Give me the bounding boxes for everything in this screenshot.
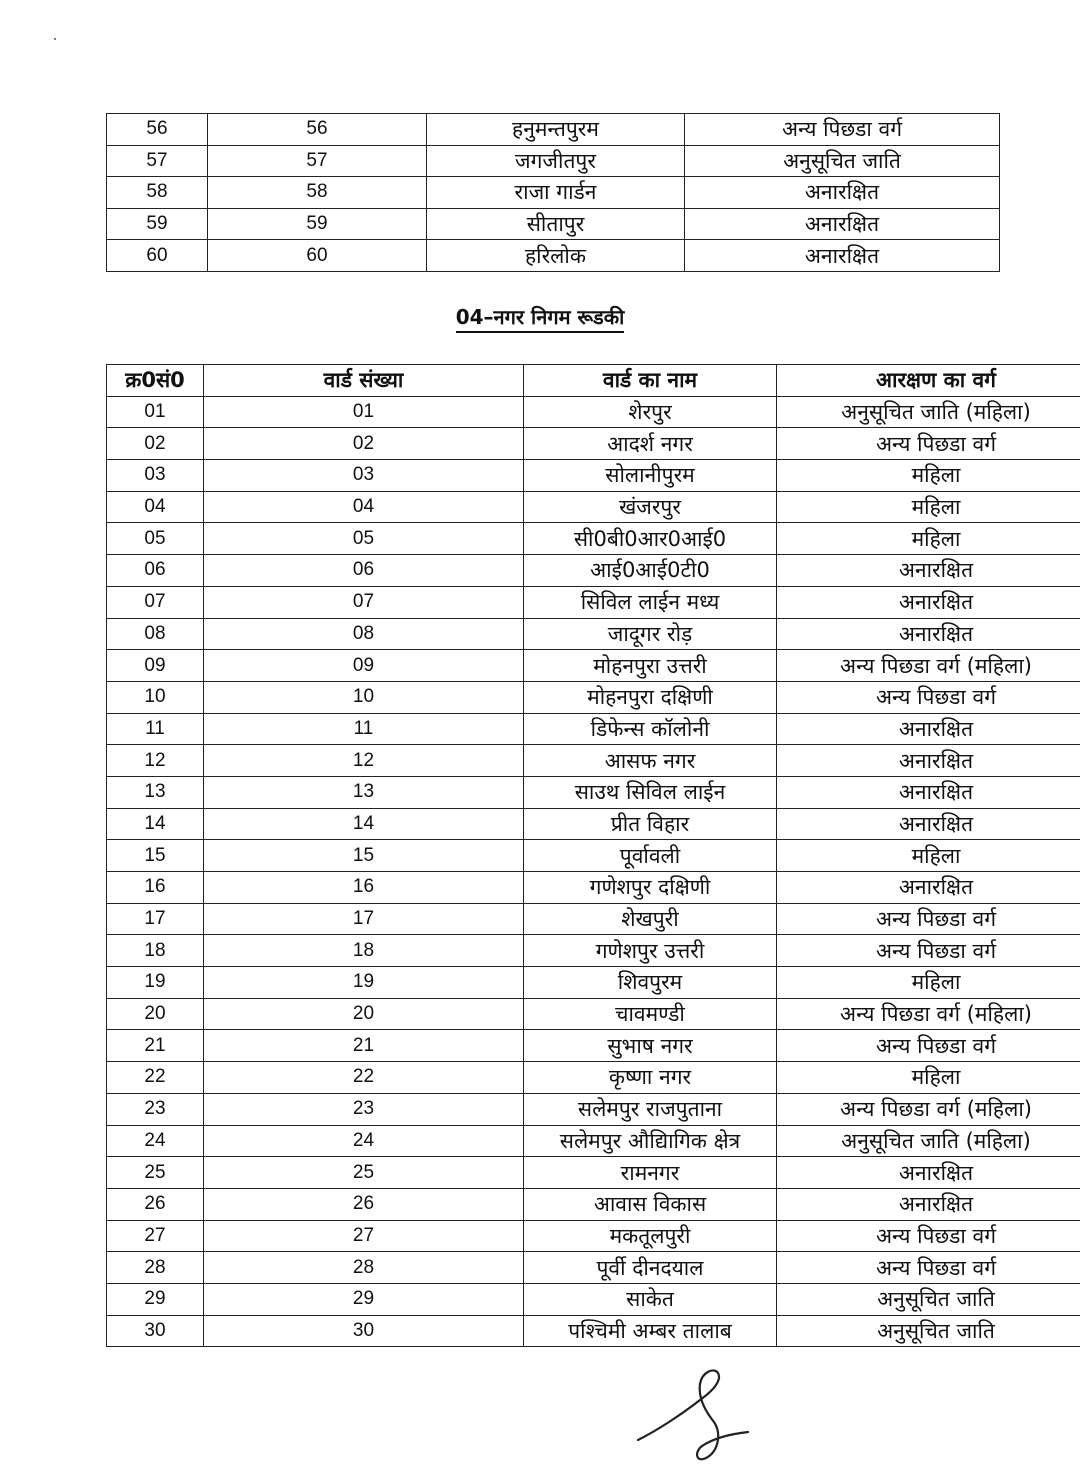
table-row xyxy=(107,240,1000,272)
reservation-category-cell: अनुसूचित जाति (महिला) xyxy=(777,396,1080,428)
ward-number-cell: 18 xyxy=(204,935,524,967)
reservation-category-cell: अनारक्षित xyxy=(685,208,1000,240)
ward-name-cell: चावमण्डी xyxy=(524,998,777,1030)
ward-number-cell: 19 xyxy=(204,967,524,999)
serial-cell: 02 xyxy=(107,428,204,460)
ward-name-cell: सीतापुर xyxy=(427,208,685,240)
ward-table-continued xyxy=(106,113,1000,272)
section-title xyxy=(0,303,1080,330)
reservation-category-cell: अन्य पिछडा वर्ग xyxy=(777,1030,1080,1062)
ward-name-cell: सलेमपुर राजपुताना xyxy=(524,1093,777,1125)
table-row xyxy=(107,1125,1080,1157)
serial-cell: 29 xyxy=(107,1283,204,1315)
reservation-category-cell: अन्य पिछडा वर्ग (महिला) xyxy=(777,1093,1080,1125)
serial-cell: 57 xyxy=(107,145,208,177)
serial-cell: 24 xyxy=(107,1125,204,1157)
table-row xyxy=(107,114,1000,146)
ward-name-cell: राजा गार्डन xyxy=(427,177,685,209)
table-row xyxy=(107,935,1080,967)
reservation-category-cell: अनारक्षित xyxy=(685,240,1000,272)
reservation-category-cell: महिला xyxy=(777,840,1080,872)
reservation-category-cell: अनुसूचित जाति xyxy=(685,145,1000,177)
scan-speck xyxy=(54,38,56,40)
serial-cell: 21 xyxy=(107,1030,204,1062)
ward-name-cell: शिवपुरम xyxy=(524,967,777,999)
ward-number-cell: 26 xyxy=(204,1188,524,1220)
reservation-category-cell: अन्य पिछडा वर्ग (महिला) xyxy=(777,998,1080,1030)
ward-name-cell: साउथ सिविल लाईन xyxy=(524,776,777,808)
table-row xyxy=(107,903,1080,935)
reservation-category-cell: महिला xyxy=(777,523,1080,555)
ward-name-cell: पूर्वी दीनदयाल xyxy=(524,1252,777,1284)
table-row xyxy=(107,177,1000,209)
header-serial: क्र0सं0 xyxy=(107,365,204,397)
table-row xyxy=(107,1252,1080,1284)
ward-number-cell: 10 xyxy=(204,681,524,713)
ward-number-cell: 15 xyxy=(204,840,524,872)
serial-cell: 16 xyxy=(107,872,204,904)
reservation-category-cell: अन्य पिछडा वर्ग xyxy=(777,903,1080,935)
ward-number-cell: 27 xyxy=(204,1220,524,1252)
serial-cell: 59 xyxy=(107,208,208,240)
serial-cell: 13 xyxy=(107,776,204,808)
serial-cell: 56 xyxy=(107,114,208,146)
table-row xyxy=(107,681,1080,713)
ward-number-cell: 14 xyxy=(204,808,524,840)
ward-name-cell: कृष्णा नगर xyxy=(524,1062,777,1094)
table-row xyxy=(107,713,1080,745)
table-row xyxy=(107,1315,1080,1347)
ward-reservation-table xyxy=(106,364,1080,1347)
ward-name-cell: शेखपुरी xyxy=(524,903,777,935)
table-row xyxy=(107,1062,1080,1094)
table-row xyxy=(107,872,1080,904)
reservation-category-cell: महिला xyxy=(777,967,1080,999)
ward-number-cell: 03 xyxy=(204,460,524,492)
table-row xyxy=(107,555,1080,587)
ward-number-cell: 05 xyxy=(204,523,524,555)
table-row xyxy=(107,776,1080,808)
table-row xyxy=(107,1188,1080,1220)
reservation-category-cell: अनारक्षित xyxy=(777,586,1080,618)
ward-name-cell: सिविल लाईन मध्य xyxy=(524,586,777,618)
serial-cell: 10 xyxy=(107,681,204,713)
reservation-category-cell: अन्य पिछडा वर्ग xyxy=(777,428,1080,460)
ward-name-cell: साकेत xyxy=(524,1283,777,1315)
ward-number-cell: 06 xyxy=(204,555,524,587)
serial-cell: 20 xyxy=(107,998,204,1030)
ward-name-cell: सोलानीपुरम xyxy=(524,460,777,492)
ward-name-cell: हनुमन्तपुरम xyxy=(427,114,685,146)
reservation-category-cell: महिला xyxy=(777,460,1080,492)
serial-cell: 01 xyxy=(107,396,204,428)
reservation-category-cell: महिला xyxy=(777,1062,1080,1094)
serial-cell: 09 xyxy=(107,650,204,682)
serial-cell: 23 xyxy=(107,1093,204,1125)
serial-cell: 27 xyxy=(107,1220,204,1252)
ward-number-cell: 60 xyxy=(208,240,427,272)
table-row xyxy=(107,1157,1080,1189)
ward-name-cell: मोहनपुरा उत्तरी xyxy=(524,650,777,682)
ward-name-cell: पश्चिमी अम्बर तालाब xyxy=(524,1315,777,1347)
table-row xyxy=(107,998,1080,1030)
reservation-category-cell: महिला xyxy=(777,491,1080,523)
reservation-category-cell: अनुसूचित जाति (महिला) xyxy=(777,1125,1080,1157)
header-ward-number: वार्ड संख्या xyxy=(204,365,524,397)
serial-cell: 17 xyxy=(107,903,204,935)
serial-cell: 19 xyxy=(107,967,204,999)
ward-name-cell: गणेशपुर दक्षिणी xyxy=(524,872,777,904)
serial-cell: 26 xyxy=(107,1188,204,1220)
reservation-category-cell: अनारक्षित xyxy=(777,872,1080,904)
ward-number-cell: 29 xyxy=(204,1283,524,1315)
ward-name-cell: गणेशपुर उत्तरी xyxy=(524,935,777,967)
reservation-category-cell: अनुसूचित जाति xyxy=(777,1283,1080,1315)
ward-number-cell: 24 xyxy=(204,1125,524,1157)
reservation-category-cell: अनारक्षित xyxy=(777,745,1080,777)
reservation-category-cell: अन्य पिछडा वर्ग xyxy=(685,114,1000,146)
reservation-category-cell: अनारक्षित xyxy=(777,1188,1080,1220)
serial-cell: 14 xyxy=(107,808,204,840)
serial-cell: 08 xyxy=(107,618,204,650)
serial-cell: 15 xyxy=(107,840,204,872)
table-row xyxy=(107,1030,1080,1062)
table-row xyxy=(107,491,1080,523)
table-row xyxy=(107,145,1000,177)
serial-cell: 04 xyxy=(107,491,204,523)
header-reservation-category: आरक्षण का वर्ग xyxy=(777,365,1080,397)
table-row xyxy=(107,523,1080,555)
table-row xyxy=(107,1220,1080,1252)
reservation-category-cell: अन्य पिछडा वर्ग (महिला) xyxy=(777,650,1080,682)
ward-name-cell: मकतूलपुरी xyxy=(524,1220,777,1252)
ward-name-cell: आदर्श नगर xyxy=(524,428,777,460)
handwritten-signature xyxy=(630,1368,760,1470)
ward-table-continued-body xyxy=(107,114,1000,272)
reservation-category-cell: अनारक्षित xyxy=(777,555,1080,587)
ward-name-cell: डिफेन्स कॉलोनी xyxy=(524,713,777,745)
reservation-category-cell: अन्य पिछडा वर्ग xyxy=(777,1252,1080,1284)
ward-number-cell: 30 xyxy=(204,1315,524,1347)
serial-cell: 05 xyxy=(107,523,204,555)
ward-number-cell: 59 xyxy=(208,208,427,240)
ward-number-cell: 23 xyxy=(204,1093,524,1125)
ward-name-cell: जगजीतपुर xyxy=(427,145,685,177)
ward-number-cell: 22 xyxy=(204,1062,524,1094)
serial-cell: 60 xyxy=(107,240,208,272)
ward-name-cell: आई0आई0टी0 xyxy=(524,555,777,587)
ward-number-cell: 08 xyxy=(204,618,524,650)
ward-number-cell: 16 xyxy=(204,872,524,904)
table-row xyxy=(107,808,1080,840)
reservation-category-cell: अन्य पिछडा वर्ग xyxy=(777,1220,1080,1252)
table-row xyxy=(107,396,1080,428)
reservation-category-cell: अनारक्षित xyxy=(777,618,1080,650)
serial-cell: 58 xyxy=(107,177,208,209)
ward-number-cell: 09 xyxy=(204,650,524,682)
serial-cell: 22 xyxy=(107,1062,204,1094)
ward-number-cell: 13 xyxy=(204,776,524,808)
section-title-text: 04–नगर निगम रूडकी xyxy=(456,305,625,333)
table-row xyxy=(107,586,1080,618)
ward-name-cell: रामनगर xyxy=(524,1157,777,1189)
ward-name-cell: मोहनपुरा दक्षिणी xyxy=(524,681,777,713)
table-row xyxy=(107,460,1080,492)
table-row xyxy=(107,967,1080,999)
reservation-category-cell: अनारक्षित xyxy=(777,808,1080,840)
table-row xyxy=(107,618,1080,650)
ward-reservation-table-body xyxy=(107,396,1080,1347)
table-header xyxy=(107,365,1080,397)
ward-number-cell: 56 xyxy=(208,114,427,146)
ward-number-cell: 11 xyxy=(204,713,524,745)
ward-name-cell: प्रीत विहार xyxy=(524,808,777,840)
ward-number-cell: 25 xyxy=(204,1157,524,1189)
ward-name-cell: आसफ नगर xyxy=(524,745,777,777)
ward-name-cell: जादूगर रोड़ xyxy=(524,618,777,650)
ward-name-cell: आवास विकास xyxy=(524,1188,777,1220)
ward-number-cell: 02 xyxy=(204,428,524,460)
reservation-category-cell: अन्य पिछडा वर्ग xyxy=(777,935,1080,967)
table-row xyxy=(107,208,1000,240)
header-ward-name: वार्ड का नाम xyxy=(524,365,777,397)
table-row xyxy=(107,1093,1080,1125)
serial-cell: 03 xyxy=(107,460,204,492)
table-row xyxy=(107,840,1080,872)
ward-number-cell: 12 xyxy=(204,745,524,777)
ward-name-cell: सलेमपुर औद्यिागिक क्षेत्र xyxy=(524,1125,777,1157)
ward-name-cell: खंजरपुर xyxy=(524,491,777,523)
ward-name-cell: सुभाष नगर xyxy=(524,1030,777,1062)
ward-number-cell: 20 xyxy=(204,998,524,1030)
ward-number-cell: 01 xyxy=(204,396,524,428)
reservation-category-cell: अन्य पिछडा वर्ग xyxy=(777,681,1080,713)
ward-number-cell: 57 xyxy=(208,145,427,177)
ward-number-cell: 28 xyxy=(204,1252,524,1284)
reservation-category-cell: अनारक्षित xyxy=(777,1157,1080,1189)
serial-cell: 30 xyxy=(107,1315,204,1347)
reservation-category-cell: अनारक्षित xyxy=(777,713,1080,745)
serial-cell: 12 xyxy=(107,745,204,777)
table-row xyxy=(107,650,1080,682)
serial-cell: 07 xyxy=(107,586,204,618)
ward-name-cell: हरिलोक xyxy=(427,240,685,272)
ward-number-cell: 07 xyxy=(204,586,524,618)
serial-cell: 11 xyxy=(107,713,204,745)
serial-cell: 28 xyxy=(107,1252,204,1284)
table-row xyxy=(107,428,1080,460)
table-row xyxy=(107,1283,1080,1315)
serial-cell: 18 xyxy=(107,935,204,967)
ward-name-cell: पूर्वावली xyxy=(524,840,777,872)
reservation-category-cell: अनारक्षित xyxy=(777,776,1080,808)
reservation-category-cell: अनारक्षित xyxy=(685,177,1000,209)
serial-cell: 06 xyxy=(107,555,204,587)
reservation-category-cell: अनुसूचित जाति xyxy=(777,1315,1080,1347)
ward-number-cell: 21 xyxy=(204,1030,524,1062)
ward-number-cell: 17 xyxy=(204,903,524,935)
ward-name-cell: सी0बी0आर0आई0 xyxy=(524,523,777,555)
ward-name-cell: शेरपुर xyxy=(524,396,777,428)
ward-number-cell: 04 xyxy=(204,491,524,523)
ward-number-cell: 58 xyxy=(208,177,427,209)
serial-cell: 25 xyxy=(107,1157,204,1189)
table-row xyxy=(107,745,1080,777)
